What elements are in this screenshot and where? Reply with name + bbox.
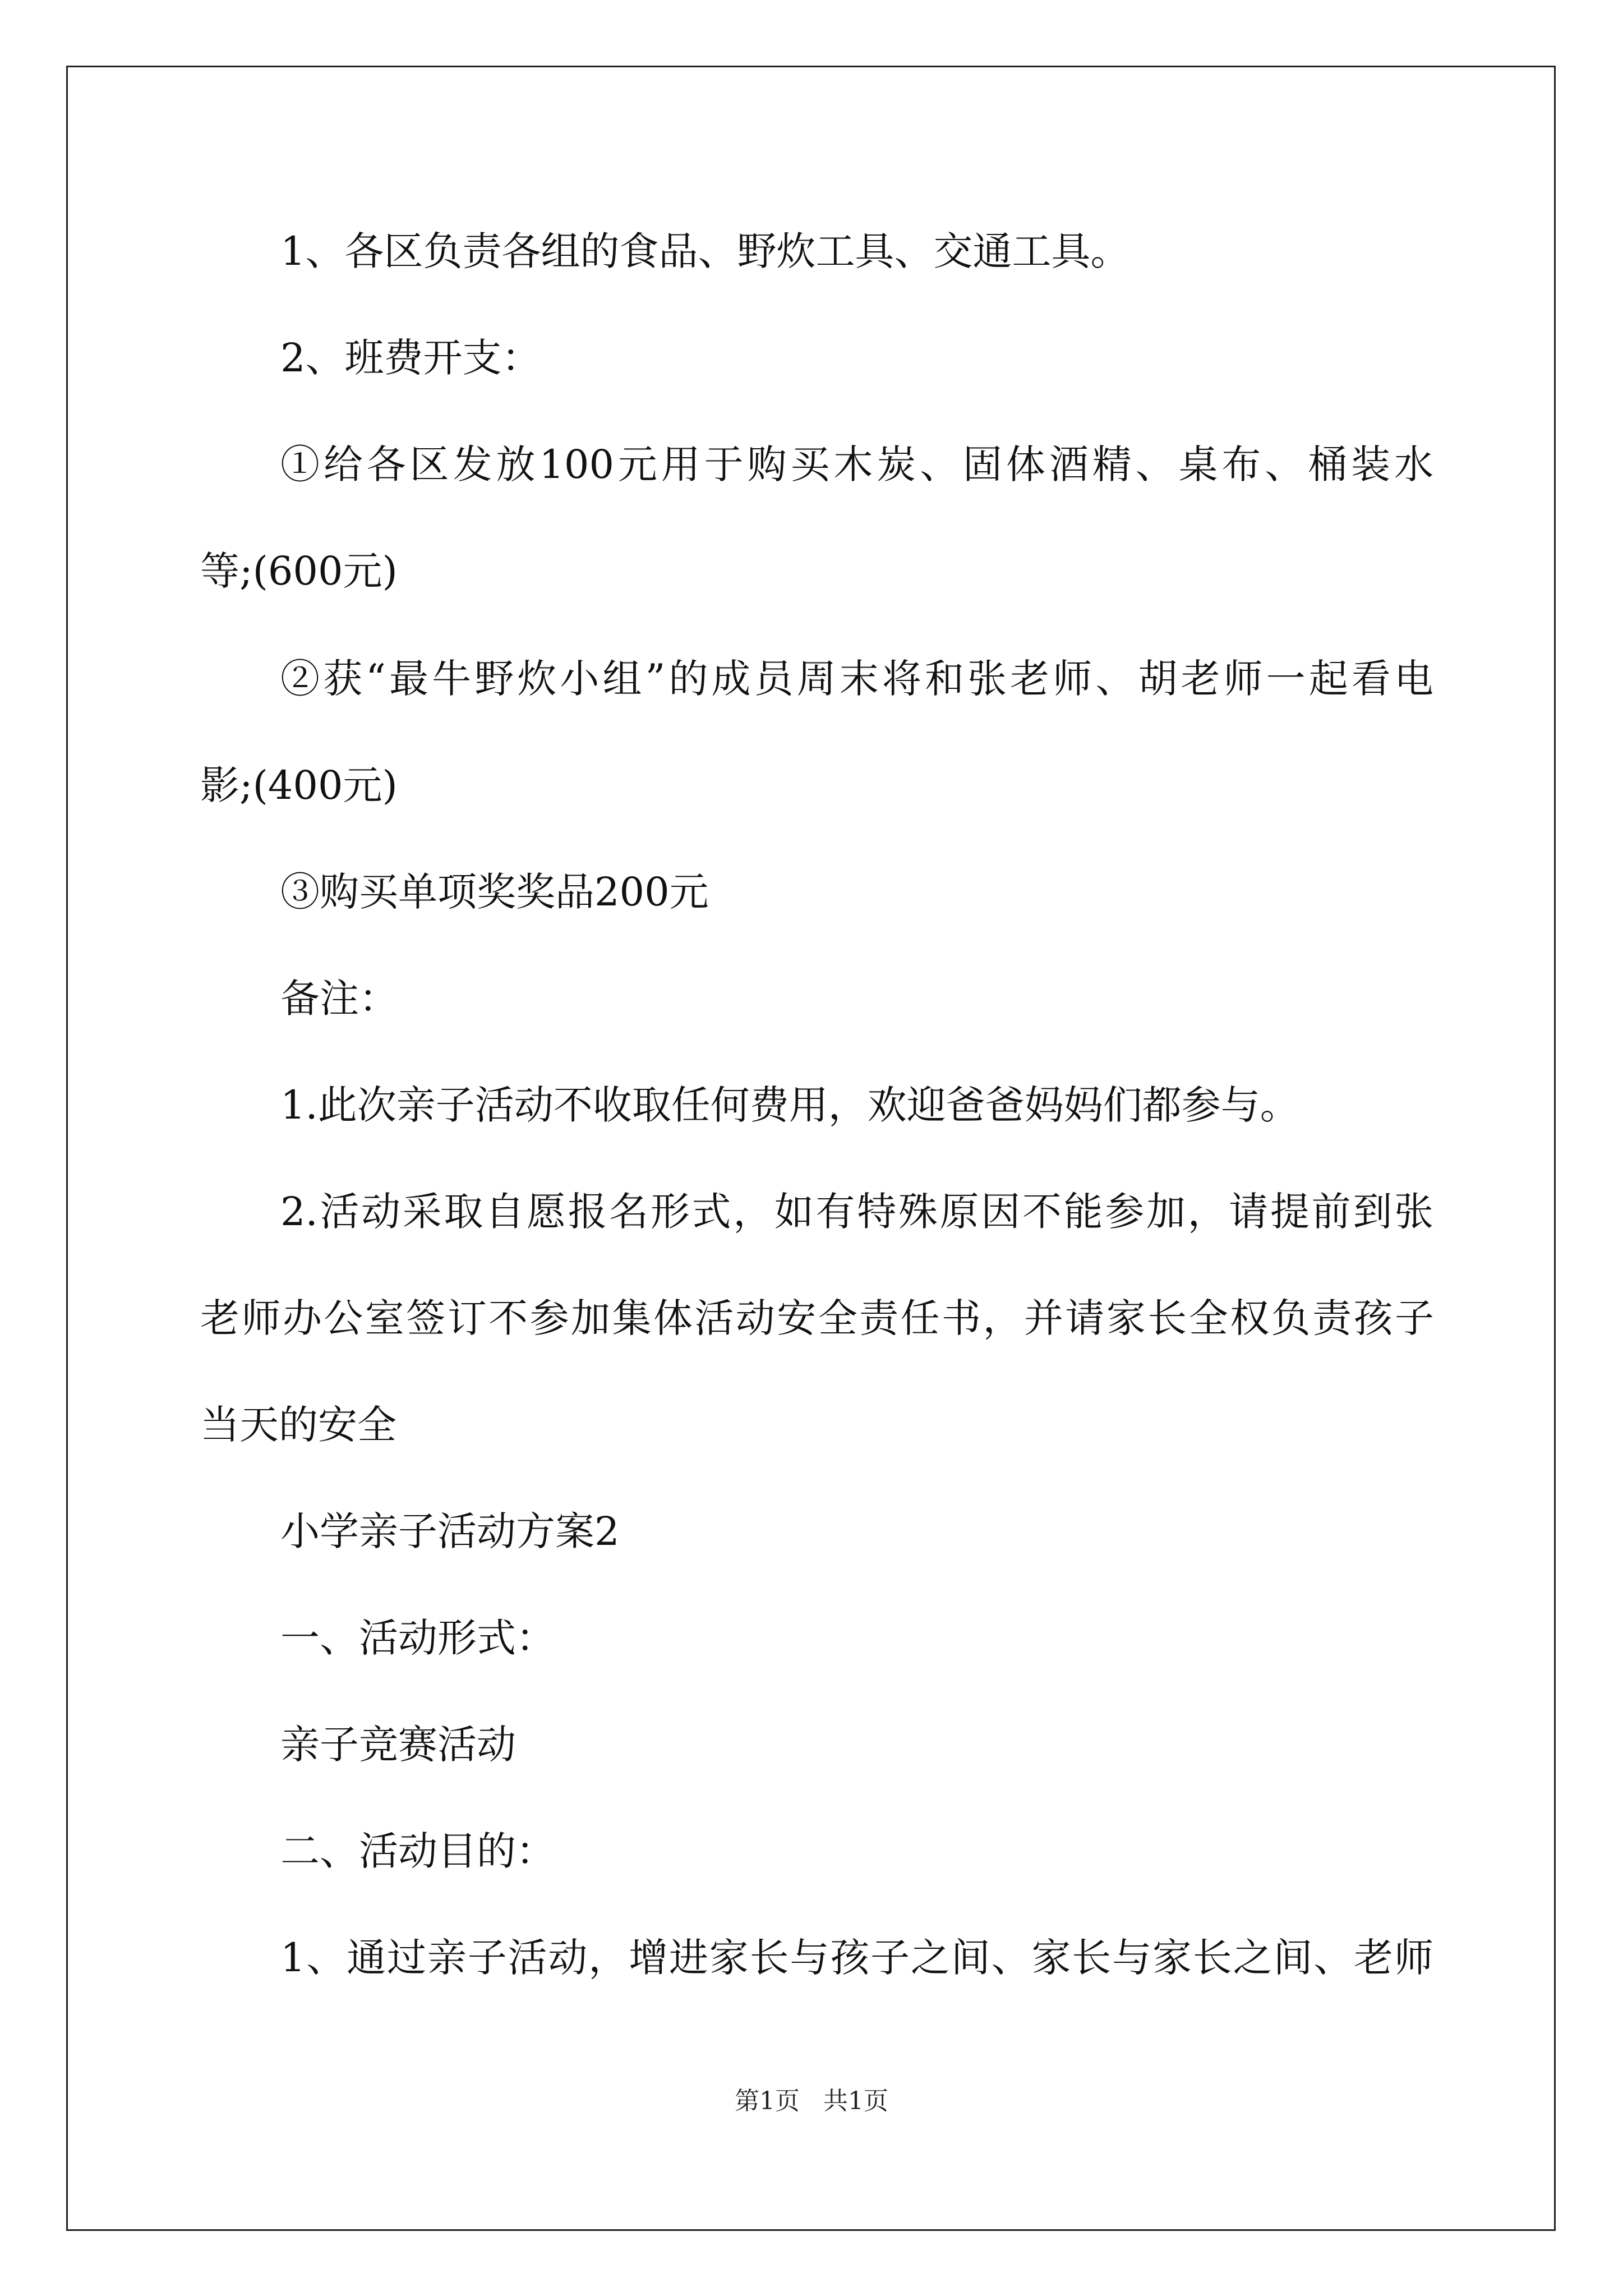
text-line-16: 二、活动目的： <box>280 1828 555 1874</box>
page-border <box>66 66 1556 2231</box>
text-line-9: 1.此次亲子活动不收取任何费用，欢迎爸爸妈妈们都参与。 <box>280 1082 1299 1128</box>
text-line-5: ②获“最牛野炊小组”的成员周末将和张老师、胡老师一起看电 <box>280 656 1433 702</box>
text-line-2: 2、班费开支： <box>280 335 541 381</box>
text-line-14: 一、活动形式： <box>280 1615 555 1661</box>
text-line-1: 1、各区负责各组的食品、野炊工具、交通工具。 <box>280 228 1130 274</box>
text-line-8: 备注： <box>280 976 398 1022</box>
text-line-3: ①给各区发放100元用于购买木炭、固体酒精、桌布、桶装水 <box>280 441 1433 487</box>
text-line-11: 老师办公室签订不参加集体活动安全责任书，并请家长全权负责孩子 <box>200 1295 1434 1341</box>
text-line-10: 2.活动采取自愿报名形式，如有特殊原因不能参加，请提前到张 <box>280 1189 1433 1235</box>
text-line-13: 小学亲子活动方案2 <box>280 1508 620 1554</box>
text-line-6: 影;(400元) <box>200 762 398 808</box>
page-footer: 第1页 共1页 <box>735 2087 888 2115</box>
text-line-7: ③购买单项奖奖品200元 <box>280 869 709 915</box>
text-line-17: 1、通过亲子活动，增进家长与孩子之间、家长与家长之间、老师 <box>280 1935 1433 1981</box>
text-line-12: 当天的安全 <box>200 1402 396 1448</box>
text-line-4: 等;(600元) <box>200 548 398 594</box>
text-line-15: 亲子竞赛活动 <box>280 1722 516 1768</box>
